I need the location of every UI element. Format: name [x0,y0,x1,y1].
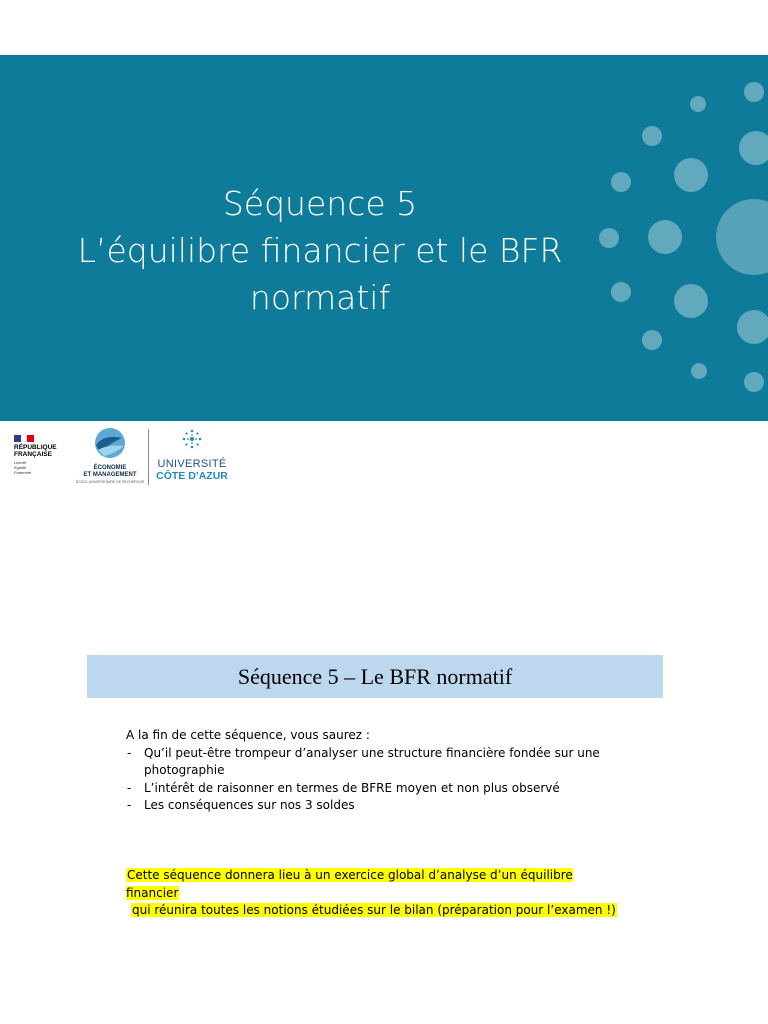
decor-dot [611,282,631,302]
economie-management-logo [72,426,148,484]
uca-line1: UNIVERSITÉ [157,458,227,470]
slide-title [30,180,610,321]
decor-dot [691,363,707,379]
decor-dot [690,96,706,112]
decor-dot [744,372,764,392]
decor-dot [674,284,708,318]
objectives-list [126,745,626,815]
decor-dot [642,126,662,146]
eco-line2: ET MANAGEMENT [83,472,137,478]
eco-sub: ÉCOLE UNIVERSITAIRE DE RECHERCHE [75,480,145,484]
highlighted-note [126,867,626,920]
highlight-line: qui réunira toutes les notions étudiées sur le bilan (préparation pour l’examen !) [132,903,616,917]
decor-dot [611,172,631,192]
republique-francaise-logo [14,435,57,475]
objectives-intro: A la fin de cette séquence, vous saurez : [126,728,370,742]
decor-dot [744,82,764,102]
logo-divider [148,429,149,485]
logo-strip [0,421,260,487]
rf-name: RÉPUBLIQUE FRANÇAISE [14,444,57,458]
list-item: - L’intérêt de raisonner en termes de BFRE moyen et non plus observé [126,780,626,798]
title-line: L’équilibre financier et le BFR [77,231,563,270]
list-item: - Les conséquences sur nos 3 soldes [126,797,626,815]
title-line: normatif [249,278,391,317]
title-banner [0,55,768,421]
title-line: Séquence 5 [222,184,418,223]
eco-line1: ÉCONOMIE [93,465,127,471]
decor-dot [648,220,682,254]
decor-dot [716,199,768,275]
highlight-line: Cette séquence donnera lieu à un exercice global d’analyse d’un équilibre financier [126,868,573,900]
list-item: - Qu’il peut-être trompeur d’analyser une structure financière fondée sur une photographie [126,745,626,780]
eco-swirl-icon [92,426,128,460]
uca-star-icon [179,427,205,451]
objectives-block [126,727,626,815]
uca-line2: CÔTE D’AZUR [156,470,228,482]
decor-dot [737,310,768,344]
decor-dot [739,131,768,165]
decor-dot [674,158,708,192]
universite-cote-azur-logo [152,427,232,482]
decor-dot [642,330,662,350]
french-flag-icon [14,435,34,442]
section-heading: Séquence 5 – Le BFR normatif [87,655,663,698]
rf-motto: Liberté Égalité Fraternité [14,460,32,475]
